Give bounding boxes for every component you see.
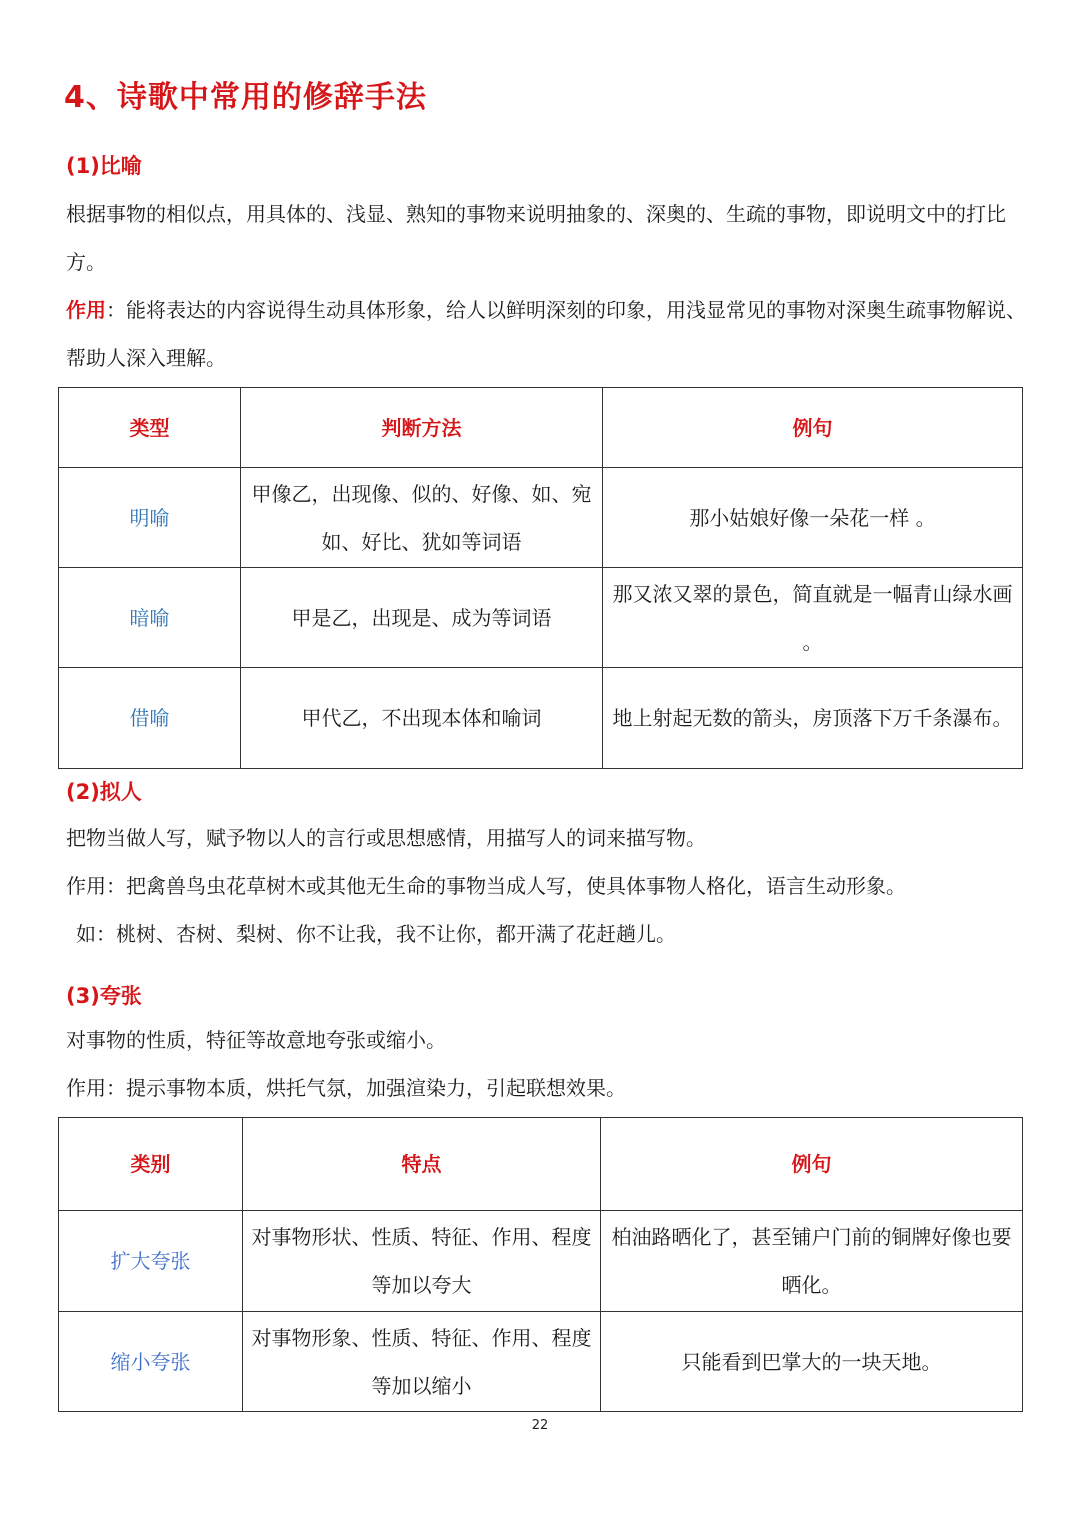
- example-sentence-cell: 地上射起无数的箭头，房顶落下万千条瀑布。: [603, 668, 1023, 769]
- table-header-row: [59, 388, 1023, 468]
- section-title: 4、诗歌中常用的修辞手法: [64, 80, 427, 115]
- feature-cell: 对事物形象、性质、特征、作用、程度等加以缩小: [243, 1312, 601, 1412]
- personification-effect: 作用：把禽兽鸟虫花草树木或其他无生命的事物当成人写，使具体事物人格化，语言生动形象。: [66, 874, 906, 898]
- personification-heading: (2)拟人: [66, 780, 142, 804]
- table-header-cell: 例句: [601, 1118, 1023, 1211]
- table-header-cell: 类别: [59, 1118, 243, 1211]
- example-sentence-cell: 那又浓又翠的景色，简直就是一幅青山绿水画 。: [603, 568, 1023, 668]
- example-sentence-cell: 只能看到巴掌大的一块天地。: [601, 1312, 1023, 1412]
- metaphor-effect-label: 作用: [66, 298, 106, 322]
- example-sentence-cell: 柏油路晒化了，甚至铺户门前的铜牌好像也要晒化。: [601, 1211, 1023, 1312]
- hyperbole-effect: 作用：提示事物本质，烘托气氛，加强渲染力，引起联想效果。: [66, 1076, 626, 1100]
- table-header-cell: 例句: [603, 388, 1023, 468]
- example-sentence-cell: 那小姑娘好像一朵花一样 。: [603, 468, 1023, 568]
- table-header-cell: 判断方法: [241, 388, 603, 468]
- metaphor-table: [58, 387, 1023, 769]
- table-row: [59, 1312, 1023, 1412]
- table-header-cell: 类型: [59, 388, 241, 468]
- table-header-row: [59, 1118, 1023, 1211]
- metaphor-effect-text: ：能将表达的内容说得生动具体形象，给人以鲜明深刻的印象，用浅显常见的事物对深奥生疏事物解说、帮助人深入理解。: [66, 298, 1026, 370]
- hyperbole-definition: 对事物的性质，特征等故意地夸张或缩小。: [66, 1028, 446, 1052]
- feature-cell: 对事物形状、性质、特征、作用、程度等加以夸大: [243, 1211, 601, 1312]
- table-row: [59, 668, 1023, 769]
- personification-example: 如：桃树、杏树、梨树、你不让我，我不让你，都开满了花赶趟儿。: [76, 922, 676, 946]
- hyperbole-table: [58, 1117, 1023, 1412]
- judgement-method-cell: 甲代乙，不出现本体和喻词: [241, 668, 603, 769]
- personification-definition: 把物当做人写，赋予物以人的言行或思想感情，用描写人的词来描写物。: [66, 826, 706, 850]
- page-number: 22: [531, 1418, 549, 1433]
- table-row: [59, 568, 1023, 668]
- table-row: [59, 468, 1023, 568]
- metaphor-type-cell: 明喻: [59, 468, 241, 568]
- judgement-method-cell: 甲像乙，出现像、似的、好像、如、宛如、好比、犹如等词语: [241, 468, 603, 568]
- metaphor-definition: 根据事物的相似点，用具体的、浅显、熟知的事物来说明抽象的、深奥的、生疏的事物，即说明文中的打比方。: [66, 202, 1006, 274]
- hyperbole-type-cell: 扩大夸张: [59, 1211, 243, 1312]
- metaphor-type-cell: 借喻: [59, 668, 241, 769]
- judgement-method-cell: 甲是乙，出现是、成为等词语: [241, 568, 603, 668]
- metaphor-type-cell: 暗喻: [59, 568, 241, 668]
- metaphor-effect: [66, 286, 1026, 382]
- table-row: [59, 1211, 1023, 1312]
- metaphor-heading: (1)比喻: [66, 154, 142, 178]
- hyperbole-heading: (3)夸张: [66, 984, 142, 1008]
- hyperbole-type-cell: 缩小夸张: [59, 1312, 243, 1412]
- table-header-cell: 特点: [243, 1118, 601, 1211]
